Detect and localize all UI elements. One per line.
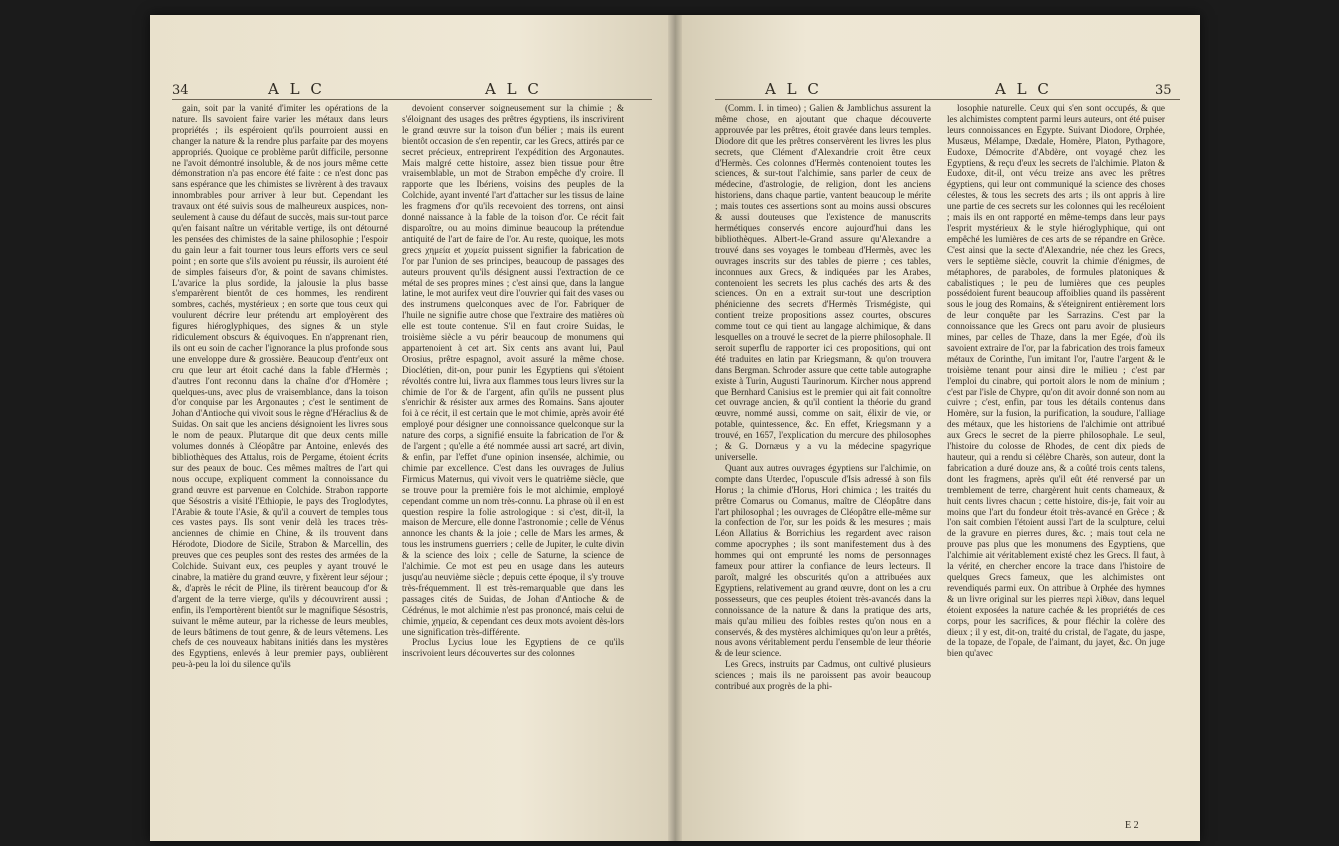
header-rule bbox=[172, 99, 652, 100]
running-header: A L C bbox=[995, 80, 1052, 98]
paragraph: Proclus Lycius loue les Egyptiens de ce qu'ils inscrivoient leurs découvertes sur des colonnes bbox=[402, 637, 624, 659]
paragraph: losophie naturelle. Ceux qui s'en sont occupés, & que les alchimistes comptent parmi leurs auteurs, ont été puiser leurs connoissances en Egypte. Suivant Diodore, Orphée, Musæus, Mélampe, Dædale, Homère, Platon, Pythagore, Eudoxe, Démocrite d'Abdère, ont voyagé chez les Egyptiens, & reçu d'eux les secrets de l'alchimie. Platon & Eudoxe, dit-il, ont vécu treize ans avec les prêtres égyptiens, qui leur ont communiqué la science des choses célestes, & tous les secrets des arts ; ils ont appris à lire une partie de ces secrets sur les colonnes qui les recéloient ; mais ils en ont rapporté en même-temps dans leur pays l'esprit mystérieux & le style hiéroglyphique, qui ont empêché les lumières de ces arts de se répandre en Grèce. C'est ainsi que la secte d'Alexandrie, née chez les Grecs, vers le septième siècle, couvrit la chimie d'énigmes, de métaphores, de paraboles, de formules platoniques & cabalistiques ; le peu de lumières que ces peuples possédoient furent beaucoup affoiblies quand ils passèrent sous le joug des Romains, & s'éteignirent entièrement lors de leur conquête par les Sarrazins. C'est par la connoissance que les Grecs ont paru avoir de plusieurs mines, par celles de Thaze, dans la mer Egée, d'où ils savoient extraire de l'or, par la fabrication des trois fameux métaux de Corinthe, l'un imitant l'or, l'autre l'argent & le troisième tenant pour ainsi dire le milieu ; c'est par l'emploi du cinabre, qui portoit alors le nom de minium ; c'est par l'isle de Chypre, qu'on dit avoir donné son nom au cuivre ; c'est, enfin, par tous les détails contenus dans Homère, sur la fusion, la purification, la soudure, l'alliage des métaux, que les historiens de l'alchimie ont attribué aux Grecs le secret de la pierre philosophale. Le seul, l'histoire du colosse de Rhodes, de cent dix pieds de hauteur, qui a rendu si célèbre Charès, son auteur, dont la fabrication a duré douze ans, & a coûté trois cents talens, dont les fragmens, après qu'il eût été renversé par un tremblement de terre, chargèrent huit cents chameaux, & huit cents livres chacun ; cette histoire, dis-je, fait voir au moins que l'art du fondeur étoit très-avancé en Grèce ; & l'on sait combien l'étoient aussi l'art de la sculpture, celui de la gravure en pierres dures, &c. ; mais tout cela ne prouve pas plus que les monumens des Egyptiens, que l'alchimie ait véritablement existé chez les Grecs. Il faut, à la vérité, en chercher encore la trace dans l'histoire de quelques Grecs fameux, que les alchimistes ont revendiqués parmi eux. On attribue à Orphée des hymnes & un livre original sur les pierres περὶ λίθων, dans lequel étoient exposées la nature cachée & les propriétés de ces corps, pour les sacrifices, & pour fléchir la colère des dieux ; il y est, dit-on, traité du cristal, de l'agate, du jaspe, de la topaze, de l'opale, de l'aimant, du jayet, &c. On juge bien qu'avec bbox=[947, 103, 1165, 659]
page-number: 35 bbox=[1155, 83, 1172, 98]
open-book bbox=[150, 15, 1200, 841]
paragraph: Quant aux autres ouvrages égyptiens sur l'alchimie, on compte dans Uterdec, l'opuscule d'Isis adressé à son fils Horus ; la chimie d'Horus, Hori chimica ; les traités du prêtre Comarus ou Comanus, maître de Cléopâtre dans l'art philosophal ; les ouvrages de Cléopâtre elle-même sur la confection de l'or, sur les poids & les mesures ; mais Léon Allatius & Borrichius les regardent avec raison comme apocryphes ; ils sont manifestement dus à des hommes qui ont emprunté les noms de personnages fameux pour attirer la confiance de leurs lecteurs. Il paroît, malgré les obscurités qu'on a attribuées aux Egyptiens, relativement au grand œuvre, dont on les a cru possesseurs, que ces peuples étoient très-avancés dans la connoissance de la nature & dans la pratique des arts, mais qu'au milieu des foibles restes qu'on nous en a conservés, & des mystères alchimiques qu'on leur a prêtés, nous avons véritablement perdu l'ensemble de leur théorie & de leur science. bbox=[715, 462, 931, 659]
text-column-right bbox=[947, 103, 1165, 838]
left-page bbox=[150, 15, 675, 841]
paragraph: gain, soit par la vanité d'imiter les opérations de la nature. Ils savoient faire varier les métaux dans leurs propriétés ; ils espéroient qu'ils pourroient aussi en changer la nature & la rendre plus parfaite par des moyens appropriés. Quoique ce problème parût difficile, personne ne l'avoit démontré insoluble, & de nos jours même cette démonstration n'a pas encore été faite : ce n'est donc pas sans espérance que les chimistes se livrèrent à des travaux innombrables pour arriver à leur but. Cependant les travaux ont été suivis sous de malheureux auspices, non-seulement à cause du défaut de succès, mais sur-tout parce qu'en faisant naître un véritable vertige, ils ont détourné les pensées des chimistes de la saine philosophie ; l'espoir du gain leur a fait tourner tous leurs efforts vers ce seul point ; en sorte que s'ils avoient pu réussir, ils auroient été de simples faiseurs d'or, & point de savans chimistes. L'avarice la plus sordide, la jalousie la plus basse s'emparèrent bientôt de ces hommes, les rendirent sombres, cachés, mystérieux ; en sorte que tous ceux qui voulurent décrire leur prétendu art employèrent des figures hiéroglyphiques, des signes & un style ridiculement obscurs & équivoques. En n'apprenant rien, ils ont eu soin de cacher l'ignorance la plus profonde sous une enveloppe dure & grossière. Beaucoup d'entr'eux ont cru que leur art étoit caché dans la fable d'Hermès ; d'autres l'ont reconnu dans la chaîne d'or d'Homère ; quelques-uns, avec plus de vraisemblance, dans la toison d'or conquise par les Argonautes ; c'est le sentiment de Johan d'Antioche qui vivoit sous le règne d'Héraclius & de Suidas. On sait que les anciens désignoient les livres sous le nom de peaux. Plutarque dit que deux cents mille volumes donnés à Cléopâtre par Antoine, enlevés des bibliothèques des Attalus, rois de Pergame, étoient écrits sur des peaux de bouc. Ces mêmes maîtres de l'art qui nous occupe, expliquent comment la connoissance du grand œuvre est parvenue en Colchide. Strabon rapporte que Sésostris a visité l'Ethiopie, le pays des Troglodytes, l'Arabie & toute l'Asie, & qu'il a couvert de temples tous ces vastes pays. Ils sont venir delà les traces très-anciennes de chimie en Chine, & ils trouvent dans Hérodote, Diodore de Sicile, Strabon & Marcellin, des preuves que ces peuples sont des restes des armées de la Colchide. Suivant eux, ces peuples y ayant trouvé le cinabre, la matière du grand œuvre, y fixèrent leur séjour ; &, d'après le récit de Pline, ils tirèrent beaucoup d'or & d'argent de la terre vierge, qu'ils y découvrirent aussi ; enfin, ils l'emportèrent bientôt sur le magnifique Sésostris, suivant le même auteur, par la richesse de leurs meubles, de leurs bâtimens de tout genre, & de leurs vêtemens. Les chefs de ces nouveaux habitans initiés dans les mystères des Egyptiens, enlevés à leur premier pays, oublièrent peu-à-peu la loi du silence qu'ils bbox=[172, 103, 388, 670]
book-gutter bbox=[668, 15, 682, 841]
text-column-left bbox=[715, 103, 931, 838]
text-column-left bbox=[172, 103, 388, 838]
header-rule bbox=[715, 99, 1180, 100]
right-page bbox=[675, 15, 1200, 841]
running-header: A L C bbox=[268, 80, 325, 98]
paragraph: devoient conserver soigneusement sur la chimie ; & s'éloignant des usages des prêtres égyptiens, ils inscrivirent le grand œuvre sur la toison d'un bélier ; mais ils eurent bientôt occasion de s'en repentir, car les Grecs, attirés par ce secret précieux, entreprirent l'expédition des Argonautes. Mais malgré cette histoire, assez bien tissue pour être vraisemblable, un mot de Strabon empêche d'y croire. Il rapporte que les Ibériens, voisins des peuples de la Colchide, ayant inventé l'art d'attacher sur les tissus de laine les fragmens d'or qu'ils recevoient des torrens, ont ainsi donné naissance à la fable de la toison d'or. Ce récit fait disparoître, ou au moins diminue beaucoup la prétendue antiquité de l'art de faire de l'or. Au reste, quoique, les mots grecs χημεία et χυμεία puissent signifier la fabrication de l'or par l'union de ses principes, beaucoup de passages des auteurs prouvent qu'ils désignent aussi l'extraction de ce métal de ses propres mines ; c'est ainsi que, dans la langue latine, le mot aurifex veut dire l'ouvrier qui fait des vases ou des instrumens quelconques avec de l'or. Fabriquer de l'huile ne signifie autre chose que l'extraire des matières où elle est toute contenue. S'il en faut croire Suidas, le troisième siècle a vu périr beaucoup de monumens qui appartenoient à cet art. Six cents ans avant lui, Paul Orosius, prêtre espagnol, avoit assuré la même chose. Dioclétien, dit-on, pour punir les Egyptiens qui s'étoient révoltés contre lui, livra aux flammes tous leurs livres sur la chimie de l'or & de l'argent, afin qu'ils ne pussent plus s'enrichir & résister aux armes des Romains. Sans ajouter foi à ce récit, il est certain que le mot chimie, après avoir été employé pour désigner une connoissance quelconque sur la nature des corps, a signifié ensuite la fabrication de l'or & de l'argent ; qu'elle a été nommée aussi art sacré, art divin, & enfin, par l'effet d'une opinion insensée, alchimie, ou chimie par excellence. C'est dans les ouvrages de Julius Firmicus Maternus, qui vivoit vers le quatrième siècle, que se trouve pour la première fois le mot alchimie, employé cependant comme un nom très-connu. La phrase où il en est question respire la folie astrologique : si c'est, dit-il, la maison de Mercure, elle donne l'astronomie ; celle de Vénus annonce les chants & la joie ; celle de Mars les armes, & tous les instrumens guerriers ; celle de Jupiter, le culte divin & la science des loix ; celle de Saturne, la science de l'alchimie. Ce mot est peu en usage dans les auteurs jusqu'au neuvième siècle ; depuis cette époque, il s'y trouve très-fréquemment. Il est très-remarquable que dans les passages cités de Suidas, de Johan d'Antioche & de Cédrénus, le mot alchimie n'est pas prononcé, mais celui de chimie, χημεία, & cependant ces deux mots avoient dès-lors une signification très-différente. bbox=[402, 103, 624, 637]
page-number: 34 bbox=[172, 83, 189, 98]
signature-mark: E 2 bbox=[1125, 820, 1139, 831]
paragraph: (Comm. I. in timeo) ; Galien & Jamblichus assurent la même chose, en ajoutant que chaque découverte approuvée par les prêtres, étoit gravée dans leurs temples. Diodore dit que les prêtres conservèrent les livres les plus secrets, que Clément d'Alexandrie croit être ceux d'Hermès. Ces colonnes d'Hermès contenoient toutes les sciences, & sur-tout l'alchimie, sans parler de ceux de médecine, d'astrologie, de religion, dont les anciens historiens, dans chaque partie, vantent beaucoup le mérite ; mais toutes ces assertions sont au moins aussi obscures & aussi douteuses que l'existence de manuscrits hermétiques conservés encore aujourd'hui dans les bibliothèques. Albert-le-Grand assure qu'Alexandre a trouvé dans ses voyages le tombeau d'Hermès, avec les ouvrages inscrits sur des tables de pierre ; ces tables, inconnues aux Grecs, & indiquées par les Arabes, contenoient les secrets les plus cachés des arts & des sciences. On en a extrait sur-tout une description phénicienne des secrets d'Hermès Trismégiste, qui contient treize propositions assez courtes, obscures comme tout ce qui tient au langage alchimique, & dans lesquelles on a trouvé le secret de la pierre philosophale. Il seroit superflu de rapporter ici ces propositions, qui ont été traduites en latin par Kriegsmann, & qu'on trouvera dans Bergman. Schroder assure que cette table autographe existe à Turin, Augusti Taurinorum. Kircher nous apprend que Bernhard Canisius est le premier qui ait fait connoître cet ouvrage ancien, & qu'il contient la théorie du grand œuvre, nommé aussi, comme on sait, élixir de vie, or potable, quintessence, &c. En effet, Kriegsmann y a trouvé, en 1657, l'explication du mercure des philosophes ; & G. Dornæus y a vu la médecine spagyrique universelle. bbox=[715, 103, 931, 462]
running-header: A L C bbox=[765, 80, 822, 98]
text-column-right bbox=[402, 103, 624, 838]
running-header: A L C bbox=[485, 80, 542, 98]
paragraph: Les Grecs, instruits par Cadmus, ont cultivé plusieurs sciences ; mais ils ne paroissent pas avoir beaucoup contribué aux progrès de la phi- bbox=[715, 659, 931, 692]
